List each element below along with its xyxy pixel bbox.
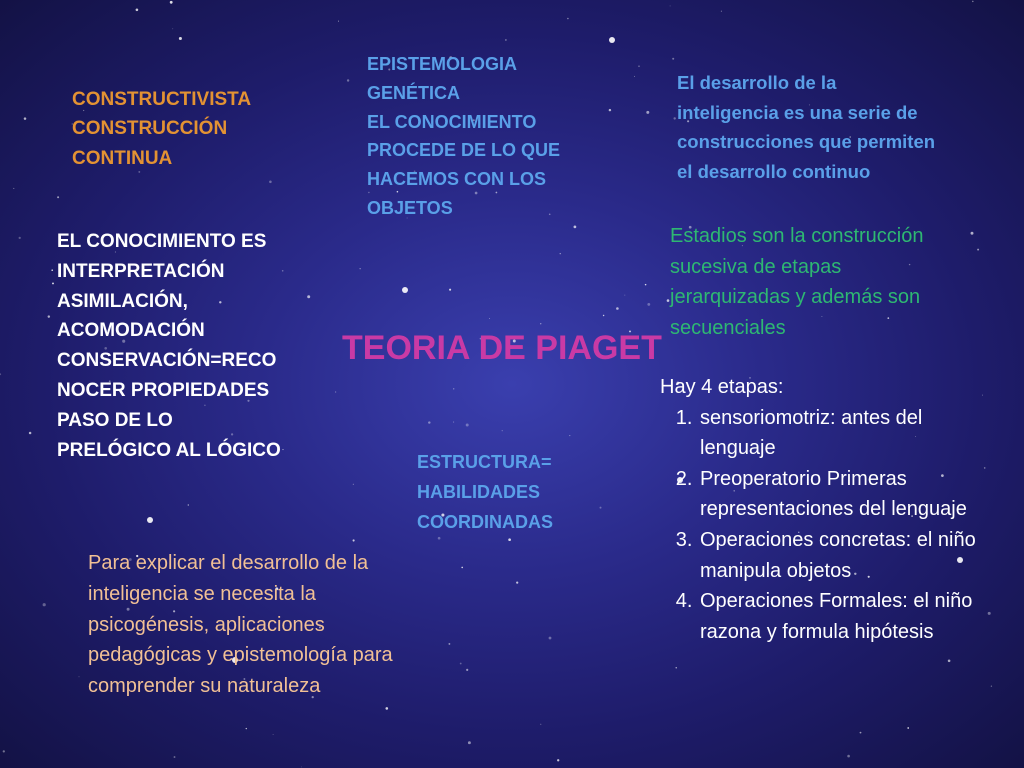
- text-line: ASIMILACIÓN,: [57, 290, 188, 312]
- epistemologia-text: [367, 50, 627, 223]
- star: [3, 750, 5, 752]
- bright-star: [402, 287, 408, 293]
- star: [603, 315, 604, 316]
- star: [991, 686, 992, 687]
- star: [907, 727, 909, 729]
- text-line: pedagógicas y epistemología para: [88, 644, 393, 667]
- star: [560, 253, 561, 254]
- star: [540, 724, 541, 725]
- text-line: inteligencia es una serie de: [677, 101, 918, 123]
- star: [847, 755, 850, 758]
- estructura-text: [417, 447, 553, 538]
- star: [567, 18, 569, 20]
- text-line: COORDINADAS: [417, 512, 554, 533]
- star: [638, 65, 640, 67]
- text-line: inteligencia se necesita la: [88, 582, 316, 605]
- star: [466, 424, 469, 427]
- star: [48, 315, 50, 317]
- star: [29, 432, 32, 435]
- star: [273, 734, 274, 735]
- text-line: psicogénesis, aplicaciones: [88, 613, 325, 636]
- star: [516, 582, 518, 584]
- star: [24, 117, 27, 120]
- star: [269, 181, 272, 184]
- text-line: NOCER PROPIEDADES: [57, 380, 270, 402]
- text-line: OBJETOS: [367, 197, 453, 218]
- text-line: Estadios son la construcción: [670, 225, 924, 247]
- text-line: EL CONOCIMIENTO ES: [57, 231, 267, 252]
- text-line: CONTINUA: [72, 147, 173, 169]
- etapas-list: [660, 403, 1000, 648]
- bright-star: [147, 517, 153, 523]
- constructivista-text: [72, 85, 251, 173]
- star: [360, 268, 361, 269]
- desarrollo-text: [677, 68, 1007, 186]
- star: [453, 388, 454, 389]
- star: [51, 269, 53, 271]
- star: [13, 188, 14, 189]
- star: [428, 421, 430, 423]
- star: [569, 435, 570, 436]
- text-line: comprender su naturaleza: [88, 675, 321, 698]
- star: [673, 117, 675, 119]
- text-line: PASO DE LO: [57, 409, 173, 431]
- star: [670, 5, 671, 6]
- conocimiento-text: [57, 227, 327, 466]
- star: [170, 1, 173, 4]
- star: [468, 741, 471, 744]
- text-line: PRELÓGICO AL LÓGICO: [57, 439, 281, 461]
- text-line: El desarrollo de la: [677, 72, 837, 93]
- star: [502, 430, 503, 431]
- star: [188, 504, 189, 505]
- star: [645, 284, 647, 286]
- text-line: CONSTRUCTIVISTA: [72, 89, 252, 110]
- star: [353, 539, 355, 541]
- text-line: sucesiva de etapas: [670, 255, 842, 278]
- star: [634, 76, 635, 77]
- star: [136, 9, 139, 12]
- star: [347, 79, 349, 81]
- text-line: construcciones que permiten: [677, 131, 936, 153]
- list-item: 4. Operaciones Formales: el niño razona y formula hipótesis: [698, 586, 1000, 647]
- list-item: 3. Operaciones concretas: el niño manipula objetos: [698, 525, 1000, 586]
- star: [301, 766, 302, 767]
- text-line: PROCEDE DE LO QUE: [367, 140, 561, 161]
- estadios-text: [670, 221, 990, 343]
- star: [466, 669, 468, 671]
- star: [335, 392, 336, 393]
- etapas-heading: Hay 4 etapas:: [660, 376, 784, 398]
- text-line: CONSTRUCCIÓN: [72, 118, 228, 140]
- list-item: 1. sensoriomotriz: antes del lenguaje: [698, 403, 1000, 464]
- text-line: Para explicar el desarrollo de la: [88, 552, 369, 574]
- text-line: INTERPRETACIÓN: [57, 260, 225, 282]
- star: [505, 39, 506, 40]
- text-line: el desarrollo continuo: [677, 160, 871, 182]
- bright-star: [609, 37, 615, 43]
- slide-title: TEORIA DE PIAGET: [342, 329, 662, 367]
- star: [549, 637, 552, 640]
- star: [448, 643, 450, 645]
- star: [948, 660, 951, 663]
- star: [672, 58, 674, 60]
- text-line: ESTRUCTURA=: [417, 452, 552, 472]
- star: [338, 21, 339, 22]
- star: [353, 484, 354, 485]
- star: [461, 567, 463, 569]
- star: [860, 732, 862, 734]
- star: [721, 11, 722, 12]
- etapas-list-block: [660, 372, 1000, 647]
- text-line: ACOMODACIÓN: [57, 320, 205, 342]
- star: [574, 226, 577, 229]
- text-line: EL CONOCIMIENTO: [367, 111, 537, 132]
- star: [246, 728, 247, 729]
- text-line: HABILIDADES: [417, 482, 541, 503]
- star: [616, 307, 619, 310]
- list-item: 2. Preoperatorio Primeras representaciones del lenguaje: [698, 464, 1000, 525]
- text-line: CONSERVACIÓN=RECO: [57, 350, 277, 372]
- explicar-text: [88, 548, 448, 702]
- star: [540, 323, 541, 324]
- star: [386, 707, 389, 710]
- star: [79, 676, 80, 677]
- star: [676, 667, 677, 668]
- star: [460, 663, 462, 665]
- star: [52, 282, 54, 284]
- star: [489, 318, 490, 319]
- star: [667, 299, 670, 302]
- star: [179, 37, 182, 40]
- star: [19, 237, 21, 239]
- text-line: jerarquizadas y además son: [670, 286, 921, 309]
- star: [508, 538, 511, 541]
- star: [647, 303, 650, 306]
- text-line: GENÉTICA: [367, 82, 461, 103]
- text-line: EPISTEMOLOGIA: [367, 54, 518, 74]
- star: [600, 507, 602, 509]
- star: [557, 759, 559, 761]
- star: [646, 111, 649, 114]
- star: [172, 28, 173, 29]
- star: [972, 1, 974, 3]
- star: [174, 756, 176, 758]
- star: [453, 422, 454, 423]
- star: [624, 295, 625, 296]
- star: [43, 603, 46, 606]
- star: [57, 196, 59, 198]
- star: [449, 289, 451, 291]
- text-line: secuenciales: [670, 316, 786, 339]
- text-line: HACEMOS CON LOS: [367, 169, 547, 190]
- star: [0, 373, 1, 375]
